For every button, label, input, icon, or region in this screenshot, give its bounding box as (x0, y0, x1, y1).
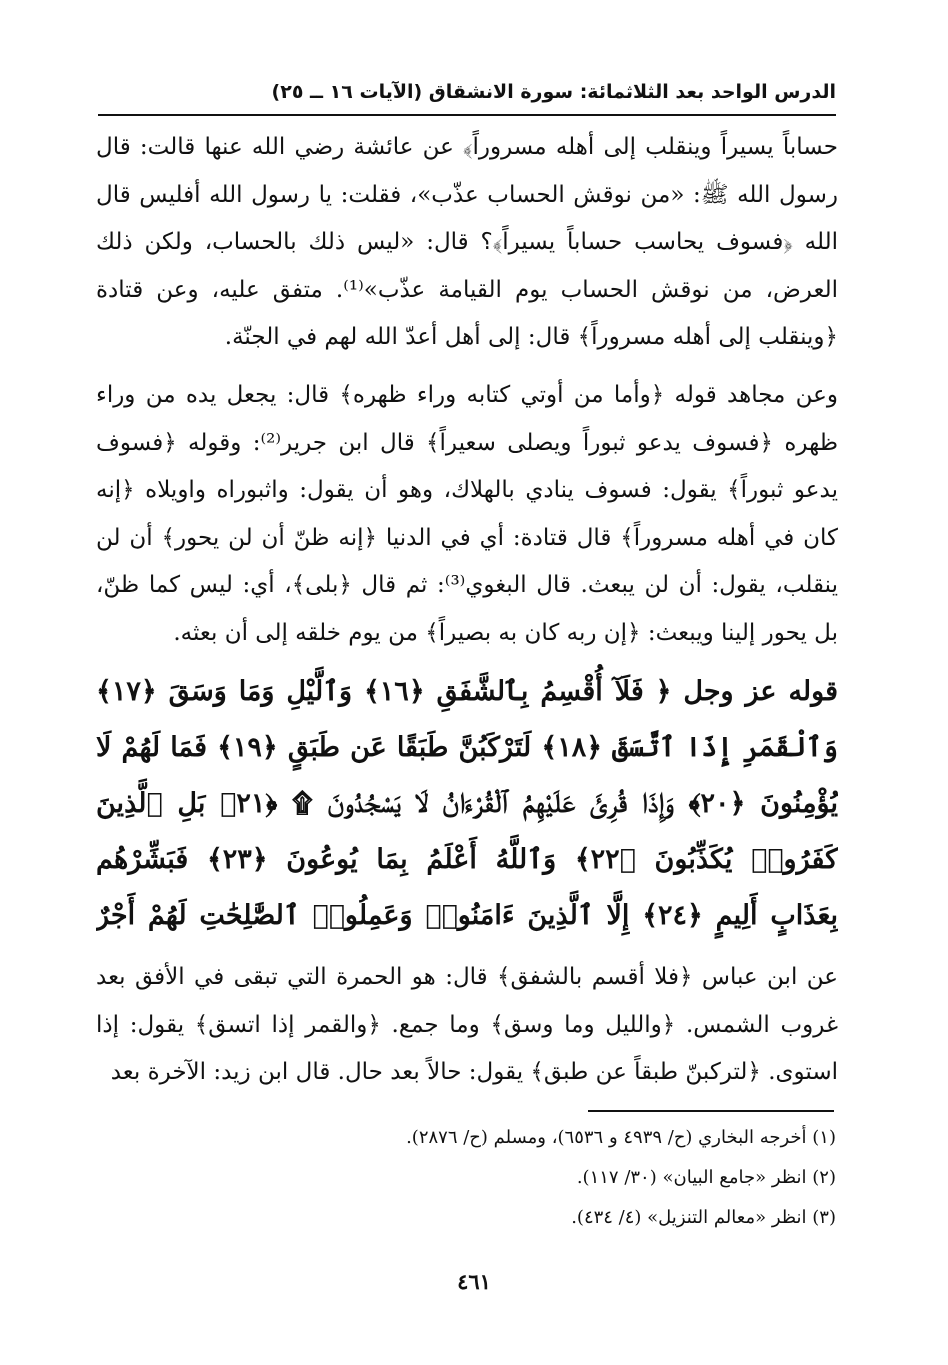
footnote-divider (588, 1110, 834, 1112)
body-paragraph-3: عن ابن عباس ﴿فلا أقسم بالشفق﴾ قال: هو الحمرة التي تبقى في الأفق بعد غروب الشمس. ﴿والليل وما وسق﴾ وما جمع. ﴿والقمر إذا اتسق﴾ يقول: إذا استوى. ﴿لتركبنّ طبقاً عن طبق﴾ يقول: حالاً بعد حال. قال ابن زيد: الآخرة بعد (96, 964, 838, 1085)
body-paragraph-1: حساباً يسيراً وينقلب إلى أهله مسروراً﴾ عن عائشة رضي الله عنها قالت: قال رسول الله ﷺ: «من نوقش الحساب عذّب»، فقلت: يا رسول الله أفليس قال الله ﴿فسوف يحاسب حساباً يسيراً﴾؟ قال: «ليس ذلك بالحساب، ولكن ذلك العرض، من نوقش الحساب يوم القيامة عذّب»⁽¹⁾. متفق عليه، وعن قتادة ﴿وينقلب إلى أهله مسروراً﴾ قال: إلى أهل أعدّ الله لهم في الجنّة. (96, 134, 838, 350)
header-divider (98, 114, 836, 116)
running-header: الدرس الواحد بعد الثلاثمائة: سورة الانشقاق (الآيات ١٦ ــ ٢٥) (271, 81, 836, 103)
quran-verses-block: قوله عز وجل ﴿ فَلَآ أُقْسِمُ بِٱلشَّفَقِ ﴿١٦﴾ وَٱلَّيْلِ وَمَا وَسَقَ ﴿١٧﴾ وَٱلْقَمَرِ إِذَا ٱتَّسَقَ ﴿١٨﴾ لَتَرْكَبُنَّ طَبَقًا عَن طَبَقٍ ﴿١٩﴾ فَمَا لَهُمْ لَا يُؤْمِنُونَ ﴿٢٠﴾ وَإِذَا قُرِئَ عَلَيْهِمُ ٱلْقُرْءَانُ لَا يَسْجُدُونَ ۩ ﴿٢١﴾ بَلِ ٱلَّذِينَ كَفَرُوا۟ يُكَذِّبُونَ ﴿٢٢﴾ وَٱللَّهُ أَعْلَمُ بِمَا يُوعُونَ ﴿٢٣﴾ فَبَشِّرْهُم بِعَذَابٍ أَلِيمٍ ﴿٢٤﴾ إِلَّا ٱلَّذِينَ ءَامَنُوا۟ وَعَمِلُوا۟ ٱلصَّٰلِحَٰتِ لَهُمْ أَجْرٌ (96, 676, 838, 931)
body-paragraph-2: وعن مجاهد قوله ﴿وأما من أوتي كتابه وراء ظهره﴾ قال: يجعل يده من وراء ظهره ﴿فسوف يدعو ثبوراً ويصلى سعيراً﴾ قال ابن جرير⁽²⁾: وقوله ﴿فسوف يدعو ثبوراً﴾ يقول: فسوف ينادي بالهلاك، وهو أن يقول: واثبوراه واويلاه ﴿إنه كان في أهله مسروراً﴾ قال قتادة: أي في الدنيا ﴿إنه ظنّ أن لن يحور﴾ أن لن ينقلب، يقول: أن لن يبعث. قال البغوي⁽³⁾: ثم قال ﴿بلى﴾، أي: ليس كما ظنّ، بل يحور إلينا ويبعث: ﴿إن ربه كان به بصيراً﴾ من يوم خلقه إلى أن بعثه. (96, 382, 838, 646)
footnote-1: (١) أخرجه البخاري (ح/ ٤٩٣٩ و ٦٥٣٦)، ومسلم (ح/ ٢٨٧٦). (406, 1127, 836, 1148)
page-number: ٤٦١ (457, 1269, 491, 1294)
footnote-2: (٢) انظر «جامع البيان» (٣٠/ ١١٧). (576, 1167, 836, 1188)
footnote-3: (٣) انظر «معالم التنزيل» (٤/ ٤٣٤). (571, 1207, 836, 1228)
